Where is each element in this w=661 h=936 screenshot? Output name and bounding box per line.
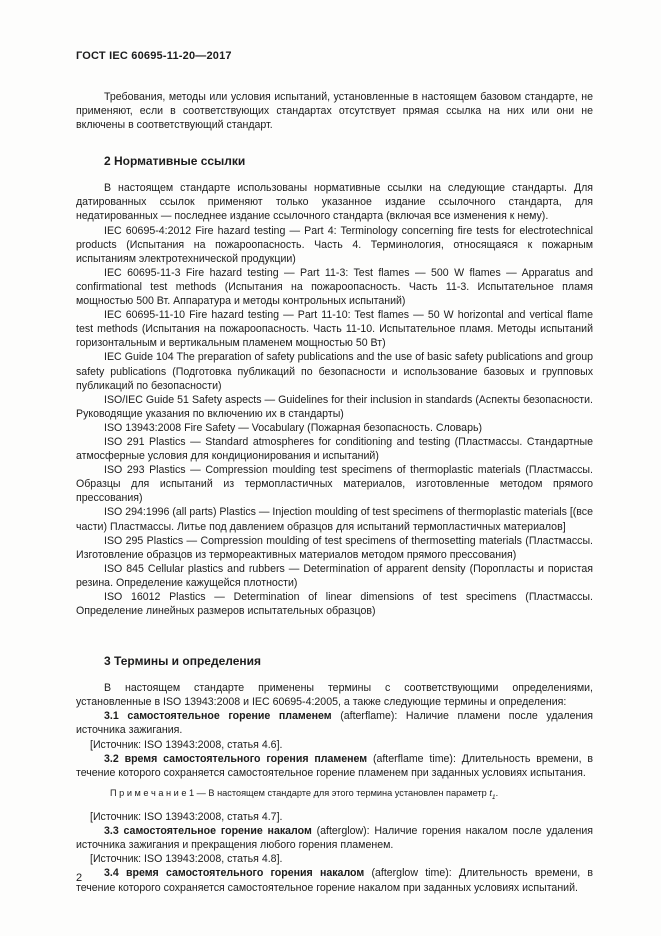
- term-definition-3-3: [76, 824, 593, 852]
- text-segment: 3.4 время самостоятельного горения накалом: [104, 867, 365, 880]
- page-header: [76, 46, 593, 64]
- section-3-body: [76, 681, 593, 894]
- text-segment: ISO 845 Cellular plastics and rubbers — Determination of apparent density (Поропласты и пористая резина. Определение кажущейся плотности): [76, 562, 593, 589]
- text-segment: В настоящем стандарте применены термины с соответствующими определениями, установленные в ISO 13943:2008 и IEC 60695-4:2005, а также следующие термины и определения:: [76, 682, 593, 709]
- section2-intro-paragraph: [76, 181, 593, 223]
- text-segment: ISO 291 Plastics — Standard atmospheres for conditioning and testing (Пластмассы. Стандартные атмосферные условия для кондиционирования и испытаний): [76, 435, 593, 463]
- text-segment: (afterflame): Наличие пламени после удаления источника зажигания.: [76, 710, 593, 737]
- text-segment: ISO 294:1996 (all parts) Plastics — Injection moulding of test specimens of thermoplastic materials [(все части) Пластмассы. Литье под давлением образцов для испытаний термопластичных материалов]: [76, 506, 593, 533]
- standard-reference: [76, 562, 593, 590]
- text-segment: 3.1 самостоятельное горение пламенем: [104, 710, 332, 723]
- section-3-heading: 3 Термины и определения: [104, 654, 262, 669]
- section-2-heading: 2 Нормативные ссылки: [104, 154, 246, 169]
- text-segment: [Источник: ISO 13943:2008, статья 4.6].: [90, 738, 283, 751]
- standard-reference: [76, 435, 593, 463]
- document-number: ГОСТ IEC 60695-11-20—2017: [76, 50, 232, 62]
- term-definition-3-2: [76, 752, 593, 780]
- text-segment: IEC Guide 104 The preparation of safety publications and the use of basic safety publications and group safety publications (Подготовка публикаций по безопасности и использование базовых и групповых публикаций по безопасности): [76, 351, 593, 392]
- standard-reference: [76, 534, 593, 562]
- term-source: [76, 810, 593, 824]
- page-footer: [76, 872, 82, 884]
- intro-paragraph: [76, 90, 593, 132]
- text-segment: t: [489, 787, 492, 798]
- term-definition-3-4: [76, 866, 593, 894]
- standard-reference: [76, 590, 593, 618]
- text-segment: (afterglow): Наличие горения накалом после удаления источника зажигания и прекращения любого горения пламенем.: [76, 825, 594, 852]
- text-segment: .: [495, 787, 499, 798]
- text-segment: В настоящем стандарте использованы нормативные ссылки на следующие стандарты. Для датированных ссылок применяют только указанное издание ссылочного стандарта, для недатированных — последнее издание ссылочного стандарта (включая все изменения к нему).: [76, 182, 593, 223]
- standard-reference: [76, 224, 593, 266]
- section3-intro-paragraph: [76, 681, 593, 709]
- text-segment: 3.3 самостоятельное горение накалом: [104, 825, 312, 838]
- document-content: [76, 90, 593, 895]
- text-segment: [Источник: ISO 13943:2008, статья 4.8].: [90, 853, 283, 866]
- standard-reference: [76, 350, 593, 392]
- section-2-body: [76, 181, 593, 618]
- text-segment: ISO 16012 Plastics — Determination of linear dimensions of test specimens (Пластмассы. Определение линейных размеров испытательных образцов): [76, 591, 593, 618]
- standard-reference: [76, 421, 593, 435]
- text-segment: ISO 295 Plastics — Compression moulding of test specimens of thermosetting materials (Пластмассы. Изготовление образцов из термореактивных материалов методом прямого прессования): [76, 534, 593, 561]
- standard-reference: [76, 505, 593, 533]
- standard-reference: [76, 266, 593, 308]
- text-segment: (afterflame time): Длительность времени, в течение которого сохраняется самостоятельное горение пламенем при заданных условиях испытания.: [76, 752, 593, 779]
- term-source: [76, 738, 593, 752]
- term-definition-3-1: [76, 709, 593, 737]
- term-note: [76, 787, 593, 804]
- standard-reference: [76, 393, 593, 421]
- page-number: 2: [76, 872, 83, 884]
- text-segment: ISO 13943:2008 Fire Safety — Vocabulary (Пожарная безопасность. Словарь): [104, 421, 483, 434]
- standard-reference: [76, 463, 593, 505]
- term-source: [76, 852, 593, 866]
- text-segment: Требования, методы или условия испытаний, установленные в настоящем базовом стандарте, не применяют, если в соответствующих стандартах отсутствует прямая ссылка на них или они не включены в соответствующий стандарт.: [76, 91, 593, 132]
- text-segment: ISO 293 Plastics — Compression moulding test specimens of thermoplastic materials (Пластмассы. Образцы для испытаний из термопластичных материалов, изготовленные методом прямого прессования): [76, 464, 593, 505]
- text-segment: 1: [491, 793, 496, 801]
- standard-reference: [76, 308, 593, 350]
- text-segment: IEC 60695-11-3 Fire hazard testing — Part 11-3: Test flames — 500 W flames — Apparatus and confirmational test methods (Испытания на пожароопасность. Часть 11-3. Испытательное пламя мощностью 500 Вт. Аппаратура и методы контрольных испытаний): [76, 266, 593, 308]
- text-segment: [Источник: ISO 13943:2008, статья 4.7].: [90, 811, 283, 824]
- text-segment: IEC 60695-4:2012 Fire hazard testing — Part 4: Terminology concerning fire tests for electrotechnical products (Испытания на пожароопасность. Часть 4. Терминология, относящаяся к пожарным испытаниям электротехнической продукции): [76, 224, 593, 265]
- text-segment: П р и м е ч а н и е 1 — В настоящем стандарте для этого термина установлен параметр: [110, 787, 490, 798]
- text-segment: IEC 60695-11-10 Fire hazard testing — Part 11-10: Test flames — 50 W horizontal and vertical flame test methods (Испытания на пожароопасность. Часть 11-10. Испытательное пламя. Методы испытаний горизонтальным и вертикальным пламенем мощностью 50 Вт): [76, 309, 593, 350]
- text-segment: (afterglow time): Длительность времени, в течение которого сохраняется самостоятельное горение накалом при заданных условиях испытаний.: [76, 867, 593, 894]
- text-segment: ISO/IEC Guide 51 Safety aspects — Guidelines for their inclusion in standards (Аспекты безопасности. Руководящие указания по включению их в стандарты): [76, 393, 593, 420]
- text-segment: 3.2 время самостоятельного горения пламенем: [104, 752, 368, 765]
- intro-block: [76, 90, 593, 132]
